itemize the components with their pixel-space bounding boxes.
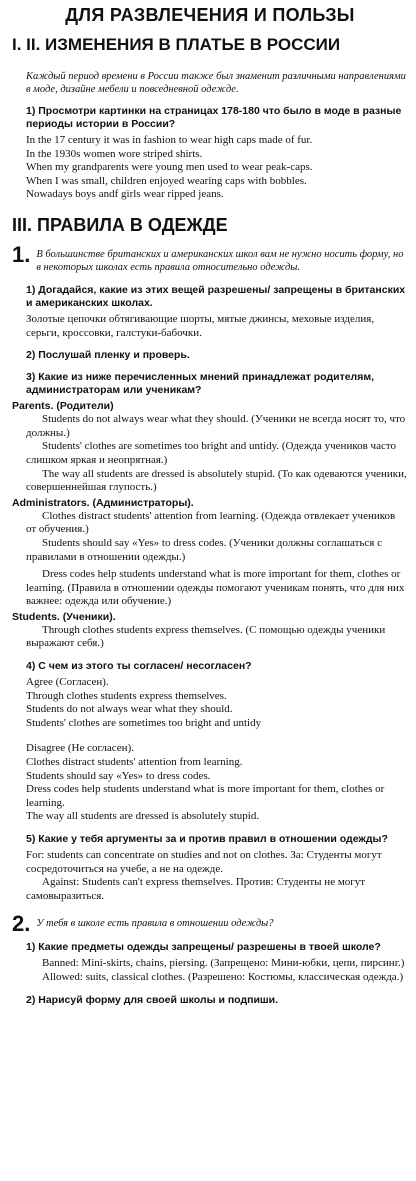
disagree-line: Clothes distract students' attention from learning.: [26, 756, 243, 769]
for-line: For: students can concentrate on studies and not on clothes. За: Студенты могут сосредоточиться на учебе, а не на одежде.: [26, 849, 382, 875]
agree-line: Agree (Согласен).: [26, 676, 109, 689]
question-5: 5) Какие у тебя аргументы за и против правил в отношении одежды?: [26, 833, 388, 845]
agree-line: Students do not always wear what they should.: [26, 703, 233, 716]
banned-line: Banned: Mini-skirts, chains, piersing. (Запрещено: Мини-юбки, цепи, пирсинг.): [42, 957, 405, 970]
question-3: 3) Какие из ниже перечисленных мнений принадлежат родителям, администраторам или ученикам?: [26, 371, 375, 397]
answer-line: Nowadays boys andf girls wear ripped jeans.: [26, 188, 224, 201]
admin-label: Administrators. (Администраторы).: [12, 496, 194, 509]
question-2: 2) Нарисуй форму для своей школы и подпиши.: [26, 993, 279, 1006]
exercise-number: 1.: [12, 241, 31, 267]
allowed-line: Allowed: suits, classical clothes. (Разрешено: Костюмы, классическая одежда.): [42, 970, 404, 983]
question-1: 1) Догадайся, какие из этих вещей разрешены/ запрещены в британских и американских школах.: [26, 283, 406, 309]
opinion-line: Students should say «Yes» to dress codes. (Ученики должны соглашаться с правилами в отношении одежды.): [26, 536, 382, 563]
exercise-text: В большинстве британских и американских школ вам не нужно носить форму, но в некоторых школах есть правила относительно одежды.: [36, 248, 404, 273]
parents-label: Parents. (Родители): [12, 400, 114, 413]
against-line: Against: Students can't express themselves. Против: Студенты не могут самовыразиться.: [26, 876, 366, 902]
exercise-text: У тебя в школе есть правила в отношении одежды?: [36, 918, 274, 930]
answer-line: When my grandparents were young men used to wear peak-caps.: [26, 161, 313, 174]
exercise-2: [12, 913, 408, 935]
answer-text: Золотые цепочки обтягивающие шорты, мятые джинсы, меховые изделия, серьги, кроссовки, галстуки-бабочки.: [26, 312, 375, 339]
students-label: Students. (Ученики).: [12, 610, 116, 623]
answer-line: In the 1930s women wore striped shirts.: [26, 147, 203, 160]
agree-line: Through clothes students express themselves.: [26, 689, 227, 702]
section-intro: Каждый период времени в России также был знаменит различными направлениями в моде, дизайне мебели и повседневной одежде.: [26, 71, 406, 95]
page-title: ДЛЯ РАЗВЛЕЧЕНИЯ И ПОЛЬЗЫ: [65, 5, 355, 25]
opinion-line: The way all students are dressed is absolutely stupid. (То как одеваются ученики, совершеннейшая глупость.): [26, 467, 407, 494]
question-1: 1) Какие предметы одежды запрещены/ разрешены в твоей школе?: [26, 941, 381, 954]
disagree-line: Dress codes help students understand what is more important for them, clothes or learning.: [26, 783, 385, 809]
section-heading-rules: III. ПРАВИЛА В ОДЕЖДЕ: [12, 214, 228, 235]
disagree-line: The way all students are dressed is absolutely stupid.: [26, 810, 260, 823]
section-heading-russia: I. II. ИЗМЕНЕНИЯ В ПЛАТЬЕ В РОССИИ: [12, 35, 341, 54]
opinion-line: Clothes distract students' attention from learning. (Одежда отвлекает учеников от обучения.): [26, 509, 396, 536]
dress-codes-line: Dress codes help students understand what is more important for them, clothes or learning. (Правила в отношении одежды помогают ученикам понять, что для них важнее: одежда или обучение.): [26, 568, 405, 608]
question-4: 4) С чем из этого ты согласен/ несогласен?: [26, 660, 252, 673]
opinion-line: Through clothes students express themselves. (С помощью одежды ученики выражают себя.): [26, 623, 386, 650]
exercise-1: [12, 241, 408, 274]
opinion-line: Students do not always wear what they should. (Ученики не всегда носят то, что должны.): [26, 413, 406, 439]
answer-line: When I was small, children enjoyed wearing caps with bobbles.: [26, 174, 307, 187]
opinion-line: Students' clothes are sometimes too bright and untidy. (Одежда учеников часто слишком яркая и неопрятная.): [26, 440, 397, 466]
disagree-line: Students should say «Yes» to dress codes.: [26, 769, 211, 782]
question-1: 1) Просмотри картинки на страницах 178-180 что было в моде в разные периоды истории в России?: [26, 105, 402, 130]
question-2: 2) Послушай пленку и проверь.: [26, 349, 190, 362]
disagree-line: Disagree (Не согласен).: [26, 742, 134, 755]
answer-line: In the 17 century it was in fashion to wear high caps made of fur.: [26, 134, 313, 146]
agree-line: Students' clothes are sometimes too bright and untidy: [26, 716, 262, 729]
exercise-number: 2.: [12, 911, 31, 937]
